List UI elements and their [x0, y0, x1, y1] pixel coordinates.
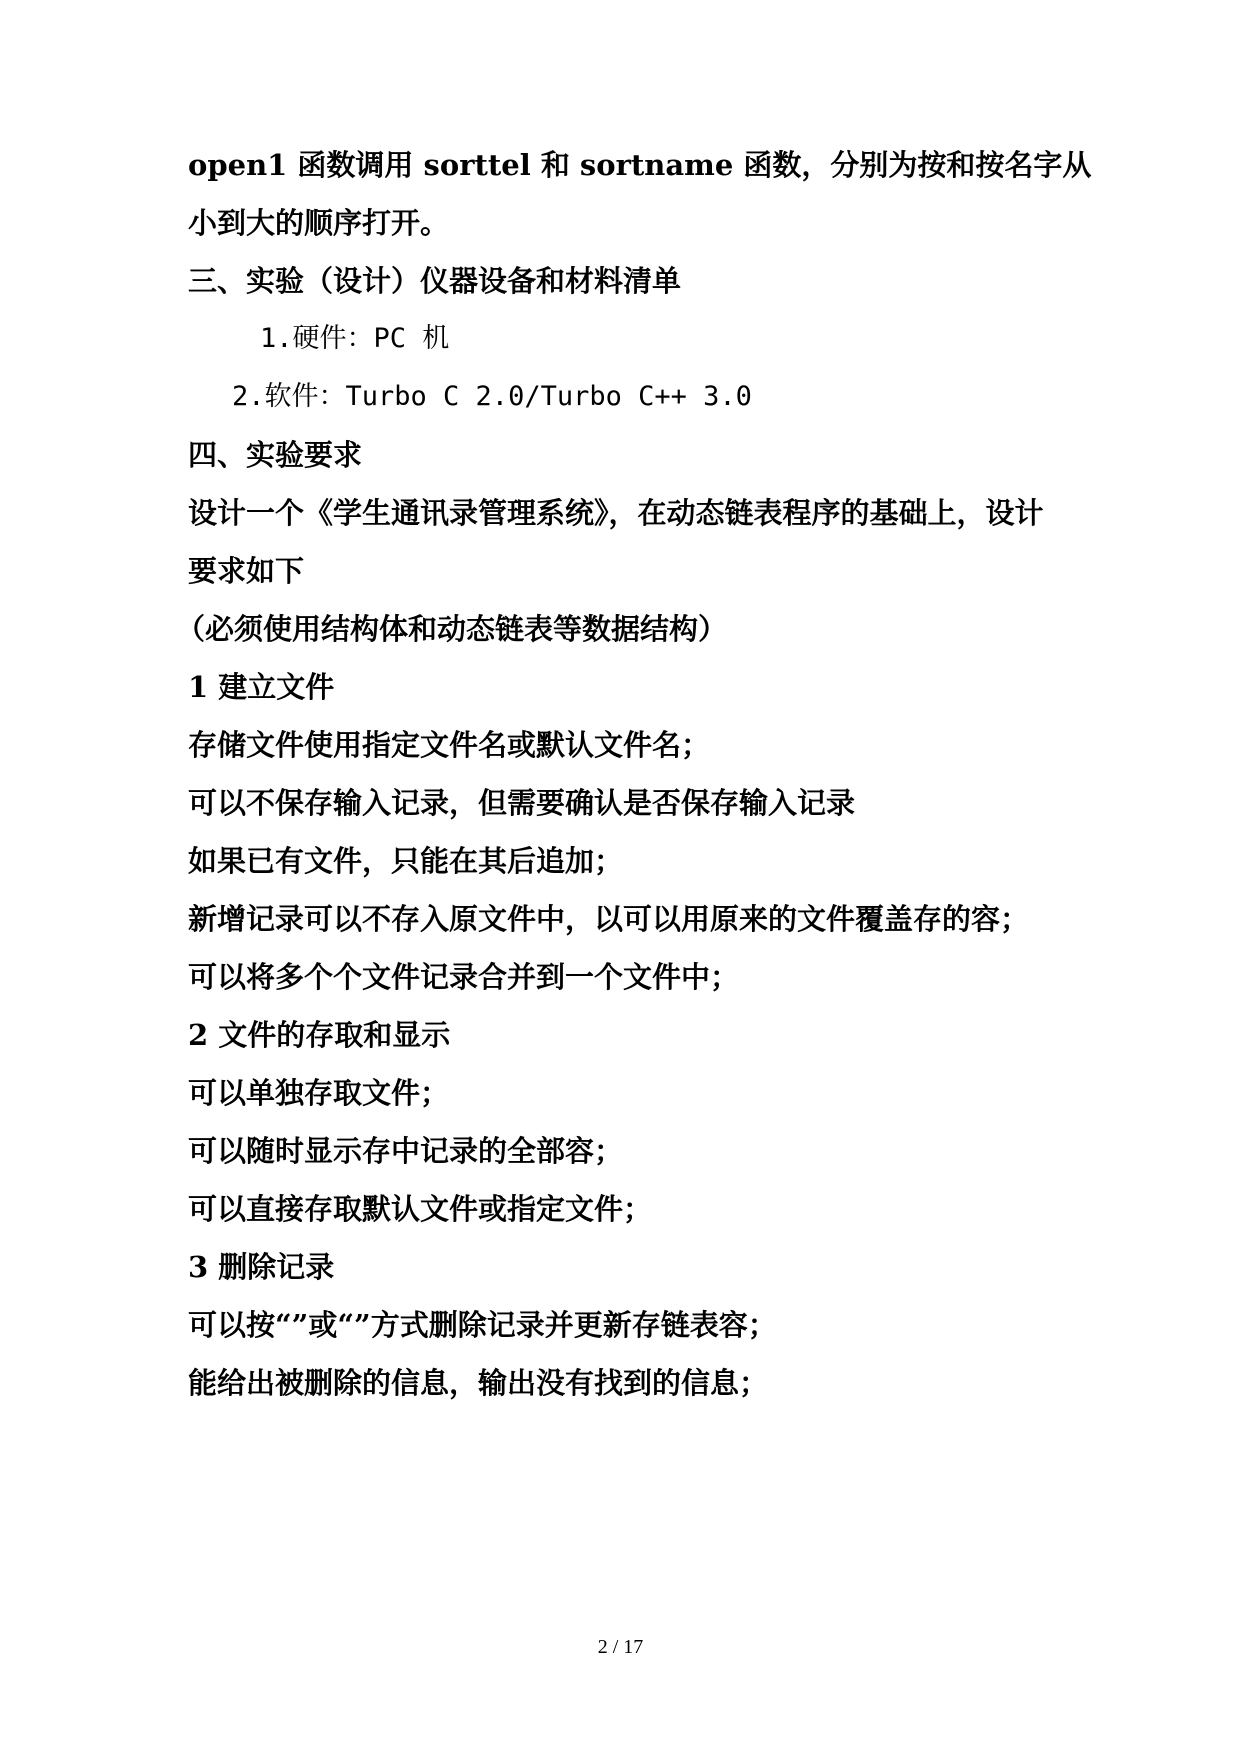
list-item: 可以直接存取默认文件或指定文件；	[188, 1192, 653, 1226]
section-heading-equipment: 三、实验（设计）仪器设备和材料清单	[188, 264, 682, 298]
paragraph-line-1: open1 函数调用 sorttel 和 sortname 函数，分别为按和按名字从	[188, 148, 1092, 182]
list-item: 能给出被删除的信息，输出没有找到的信息；	[188, 1366, 769, 1400]
paragraph-line-note: （必须使用结构体和动态链表等数据结构）	[176, 612, 728, 646]
list-item: 可以将多个个文件记录合并到一个文件中；	[188, 960, 740, 994]
section-heading-requirements: 四、实验要求	[188, 438, 363, 472]
list-item: 如果已有文件，只能在其后追加；	[188, 844, 624, 878]
list-item: 可以随时显示存中记录的全部容；	[188, 1134, 624, 1168]
list-item: 可以不保存输入记录，但需要确认是否保存输入记录	[188, 786, 856, 820]
list-item: 可以单独存取文件；	[188, 1076, 450, 1110]
subheading-file-access: 2 文件的存取和显示	[188, 1018, 451, 1052]
list-item: 存储文件使用指定文件名或默认文件名；	[188, 728, 711, 762]
subheading-delete-record: 3 删除记录	[188, 1250, 335, 1284]
paragraph-line-design: 设计一个《学生通讯录管理系统》，在动态链表程序的基础上，设计	[188, 496, 1044, 530]
list-item-hardware: 1.硬件：PC 机	[260, 323, 450, 354]
list-item-software: 2.软件：Turbo C 2.0/Turbo C++ 3.0	[232, 381, 752, 412]
list-item: 可以按“”或“”方式删除记录并更新存链表容；	[188, 1308, 777, 1342]
list-item: 新增记录可以不存入原文件中，以可以用原来的文件覆盖存的容；	[188, 902, 1030, 936]
subheading-create-file: 1 建立文件	[188, 670, 335, 704]
page-number: 2 / 17	[597, 1636, 644, 1658]
paragraph-line-requirements-follow: 要求如下	[188, 554, 305, 588]
paragraph-line-2: 小到大的顺序打开。	[188, 206, 450, 240]
